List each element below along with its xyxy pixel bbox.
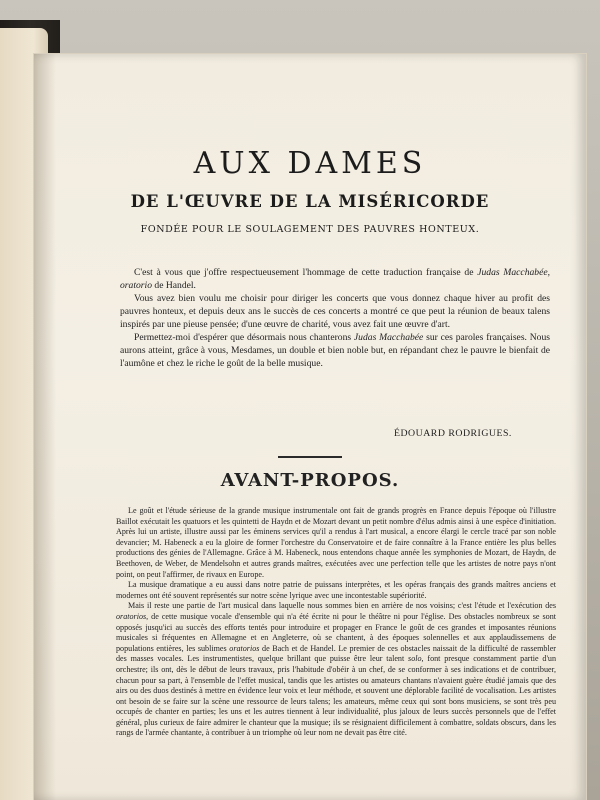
gutter-shadow: [34, 54, 56, 800]
italic-run: Judas Macchabée, oratorio: [120, 267, 550, 291]
text-run: , de cette musique vocale d'ensemble qui n'a été écrite ni pour le théâtre ni pour l'église. Des obstacles nombreux se sont opposés jusqu'ici au succès des efforts tentés pour introduire et propager en France le goût de ces grandes et imposantes réunions musicales si fréquentes en Allemagne et en Angleterre, où se chantent, à des époques solennelles et aux applaudissemens de populations entières, les sublimes: [116, 611, 556, 653]
text-run: , font presque constamment partie d'un orchestre; ils ont, dès le début de leurs travaux, pris l'habitude d'obéir à un chef, de se conformer à ses indications et de contribuer, chacun pour sa part, à l'ensemble de l'effet musical, tandis que les artistes ou amateurs chantans n'avaient guère étudié jamais que des airs ou des duos destinés à mettre en évidence leur voix et leur méthode, et souvent une déplorable facilité de vocalisation. Les artistes ont besoin de se faire sur la scène une ressource de leurs talens; les amateurs, même ceux qui sont bons musiciens, se sont très peu occupés de chanter en parties; les uns et les autres tiennent à leur individualité, plus jaloux de leurs succès personnels que de l'effet général, plus curieux de faire admirer le chanteur que la musique; ils se résignaient difficilement à combattre, soldats obscurs, dans les rangs de l'armée chantante, à contribuer à un triomphe où leur nom ne devait pas être cité.: [116, 654, 556, 738]
avant-propos-text: [116, 506, 556, 739]
text-run: de Handel.: [152, 280, 196, 291]
book-page: [34, 54, 586, 800]
text-run: de Bach et de Handel. Le premier de ces obstacles naissait de la difficulté de rassembler des masses vocales. Les instrumentistes, quelque brillant que puisse être leur talent: [116, 643, 556, 664]
page-subtitle: DE L'ŒUVRE DE LA MISÉRICORDE: [130, 192, 490, 211]
text-run: sur ces paroles françaises. Nous aurons atteint, grâce à vous, Mesdames, un double et bien noble but, en répandant chez le pauvre le bienfait de l'aumône et chez le riche le goût de la belle musique.: [120, 332, 550, 369]
text-run: Mais il reste une partie de l'art musical dans laquelle nous sommes bien en arrière de nos voisins; c'est l'étude et l'exécution des: [128, 601, 556, 611]
text-run: Permettez-moi d'espérer que désormais nous chanterons: [134, 332, 354, 343]
page-tagline: FONDÉE POUR LE SOULAGEMENT DES PAUVRES HONTEUX.: [140, 224, 480, 235]
signature: ÉDOUARD RODRIGUES.: [394, 428, 512, 439]
italic-run: solo: [408, 654, 422, 664]
text-run: C'est à vous que j'offre respectueusement l'hommage de cette traduction française de: [134, 267, 478, 278]
italic-run: oratorios: [229, 643, 260, 653]
section-title: AVANT-PROPOS.: [220, 470, 400, 491]
dedication-text: [120, 266, 550, 370]
body-paragraph: La musique dramatique a eu aussi dans notre patrie de puissans interprètes, et les opéras français des grands maîtres anciens et modernes ont été souvent représentés sur notre scène lyrique avec une incontestable supériorité.: [116, 580, 556, 600]
dedication-paragraph: Vous avez bien voulu me choisir pour diriger les concerts que vous donnez chaque hiver au profit des pauvres honteux, et depuis deux ans le succès de ces concerts a montré ce que peut la réunion de beaux talens inspirés par une pieuse pensée; d'une œuvre de charité, vous avez fait une œuvre d'art.: [120, 293, 550, 330]
divider-rule: [278, 456, 342, 458]
page-title: AUX DAMES: [193, 146, 427, 181]
italic-run: Judas Macchabée: [353, 332, 424, 343]
body-paragraph: Le goût et l'étude sérieuse de la grande musique instrumentale ont fait de grands progrès en France depuis l'époque où l'illustre Baillot exécutait les quatuors et les quintetti de Haydn et de Mozart devant un petit nombre d'élus admis ainsi à une espèce d'initiation. Après lui un artiste, illustre aussi par les éminens services qu'il a rendus à l'art musical, a encore élargi le cercle tracé par son noble devancier; M. Habeneck a eu la gloire de former l'orchestre du Conservatoire et de faire connaître à la France entière les plus belles productions des génies de l'Allemagne. Grâce à M. Habeneck, nous entendons chaque année les symphonies de Mozart, de Haydn, de Beethoven, de Weber, de Mendelsohn et autres grands maîtres, exécutées avec une perfection telle que les artistes de notre pays n'ont point, on peut l'affirmer, de rivaux en Europe.: [116, 506, 556, 579]
dedication-paragraph: [120, 331, 550, 370]
italic-run: oratorios: [116, 611, 147, 621]
dedication-paragraph: [120, 266, 550, 292]
body-paragraph: [116, 601, 556, 739]
